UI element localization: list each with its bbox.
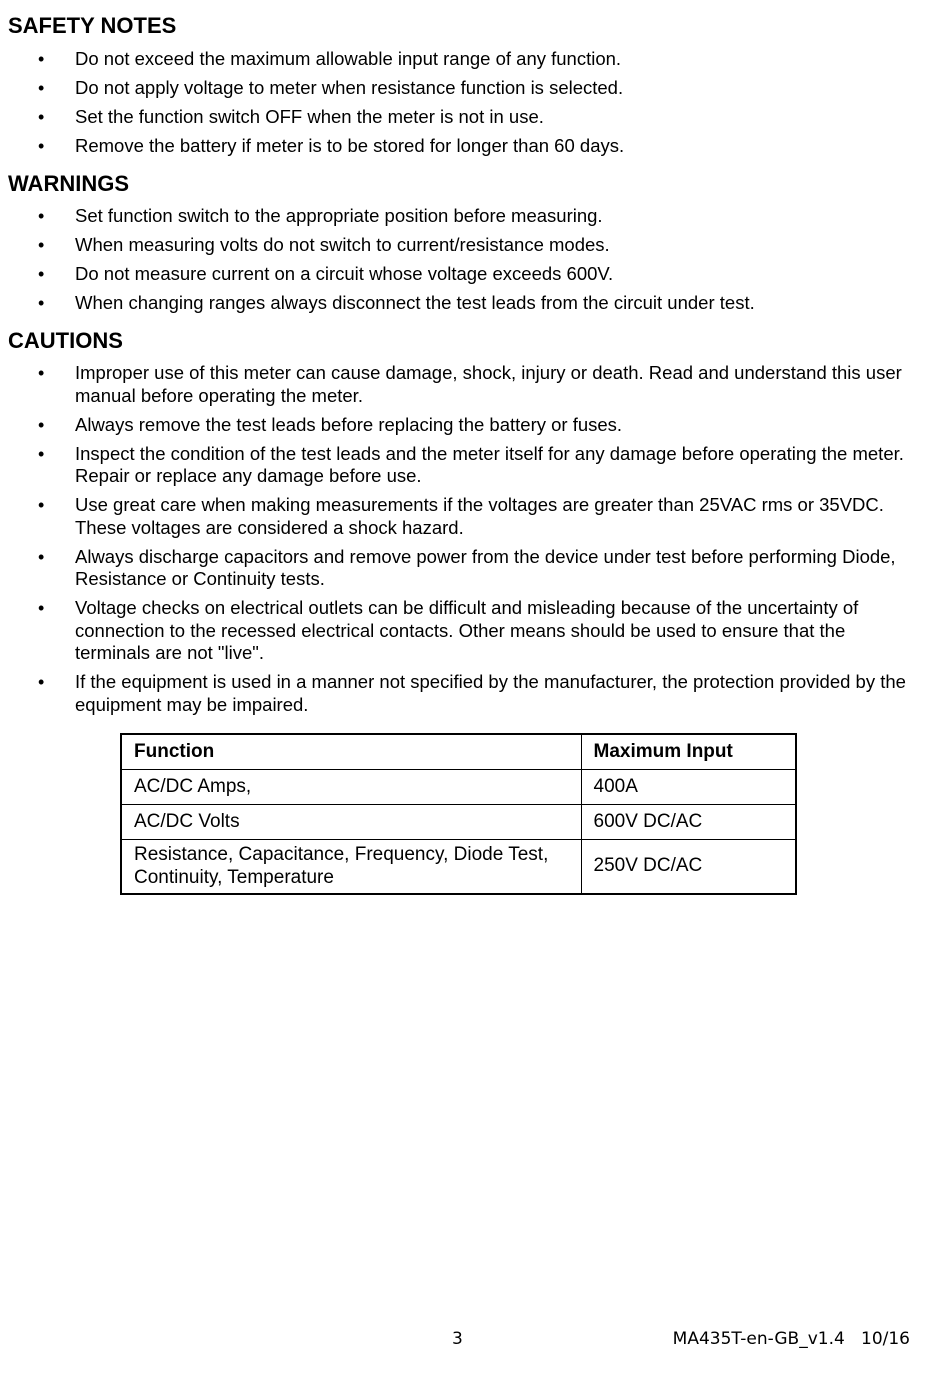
bullet-icon: • xyxy=(38,206,45,226)
table-cell-function: AC/DC Volts xyxy=(121,805,581,840)
table-cell-maximum-input: 600V DC/AC xyxy=(581,805,796,840)
list-item: • Always discharge capacitors and remove power from the device under test before performing Diode, Resistance or Continuity tests. xyxy=(38,545,896,589)
bullet-icon: • xyxy=(38,78,45,98)
column-header-function: Function xyxy=(121,734,581,770)
list-item: • Use great care when making measurements if the voltages are greater than 25VAC rms or 35VDC. These voltages are considered a shock hazard. xyxy=(38,494,884,538)
bullet-icon: • xyxy=(38,107,45,127)
list-item: • Do not exceed the maximum allowable input range of any function. xyxy=(38,48,622,69)
list-item: • When measuring volts do not switch to current/resistance modes. xyxy=(38,234,610,255)
bullet-icon: • xyxy=(38,136,45,156)
list-item: • Do not measure current on a circuit whose voltage exceeds 600V. xyxy=(38,263,614,284)
cautions-list xyxy=(0,362,950,723)
list-item: • Always remove the test leads before replacing the battery or fuses. xyxy=(38,413,623,435)
list-item: • If the equipment is used in a manner not specified by the manufacturer, the protection provided by the equipment may be impaired. xyxy=(38,671,906,715)
cautions-heading: CAUTIONS xyxy=(8,328,123,353)
table-cell-function: AC/DC Amps, xyxy=(121,770,581,805)
bullet-icon: • xyxy=(38,363,45,383)
maximum-input-table xyxy=(120,733,797,895)
list-item: • Do not apply voltage to meter when resistance function is selected. xyxy=(38,77,624,98)
safety-notes-list xyxy=(0,48,950,164)
bullet-icon: • xyxy=(38,598,45,618)
table-row xyxy=(121,840,796,895)
safety-notes-heading: SAFETY NOTES xyxy=(8,13,177,38)
list-item: • Set function switch to the appropriate position before measuring. xyxy=(38,205,603,226)
bullet-icon: • xyxy=(38,293,45,313)
list-item: • Remove the battery if meter is to be stored for longer than 60 days. xyxy=(38,135,625,156)
bullet-icon: • xyxy=(38,264,45,284)
document-id: MA435T-en-GB_v1.4 10/16 xyxy=(672,1329,910,1349)
bullet-icon: • xyxy=(38,672,45,692)
bullet-icon: • xyxy=(38,235,45,255)
list-item: • Inspect the condition of the test leads and the meter itself for any damage before operating the meter. Repair or replace any damage before use. xyxy=(38,442,904,486)
page-number: 3 xyxy=(452,1329,463,1349)
bullet-icon: • xyxy=(38,49,45,69)
bullet-icon: • xyxy=(38,414,45,435)
warnings-heading: WARNINGS xyxy=(8,171,129,196)
warnings-list xyxy=(0,205,950,321)
table-cell-function: Resistance, Capacitance, Frequency, Diode Test, Continuity, Temperature xyxy=(121,840,581,895)
bullet-icon: • xyxy=(38,495,45,515)
list-item: • Improper use of this meter can cause damage, shock, injury or death. Read and understand this user manual before operating the meter. xyxy=(38,362,902,406)
table-header-row xyxy=(121,734,796,770)
table-row xyxy=(121,805,796,840)
table-row xyxy=(121,770,796,805)
list-item: • Set the function switch OFF when the meter is not in use. xyxy=(38,106,544,127)
list-item: • When changing ranges always disconnect the test leads from the circuit under test. xyxy=(38,292,755,313)
list-item: • Voltage checks on electrical outlets can be difficult and misleading because of the uncertainty of connection to the recessed electrical contacts. Other means should be used to ensure that the terminals are not "live". xyxy=(38,597,859,663)
bullet-icon: • xyxy=(38,546,45,567)
table-cell-maximum-input: 400A xyxy=(581,770,796,805)
column-header-maximum-input: Maximum Input xyxy=(581,734,796,770)
table-cell-maximum-input: 250V DC/AC xyxy=(581,840,796,895)
bullet-icon: • xyxy=(38,443,45,464)
